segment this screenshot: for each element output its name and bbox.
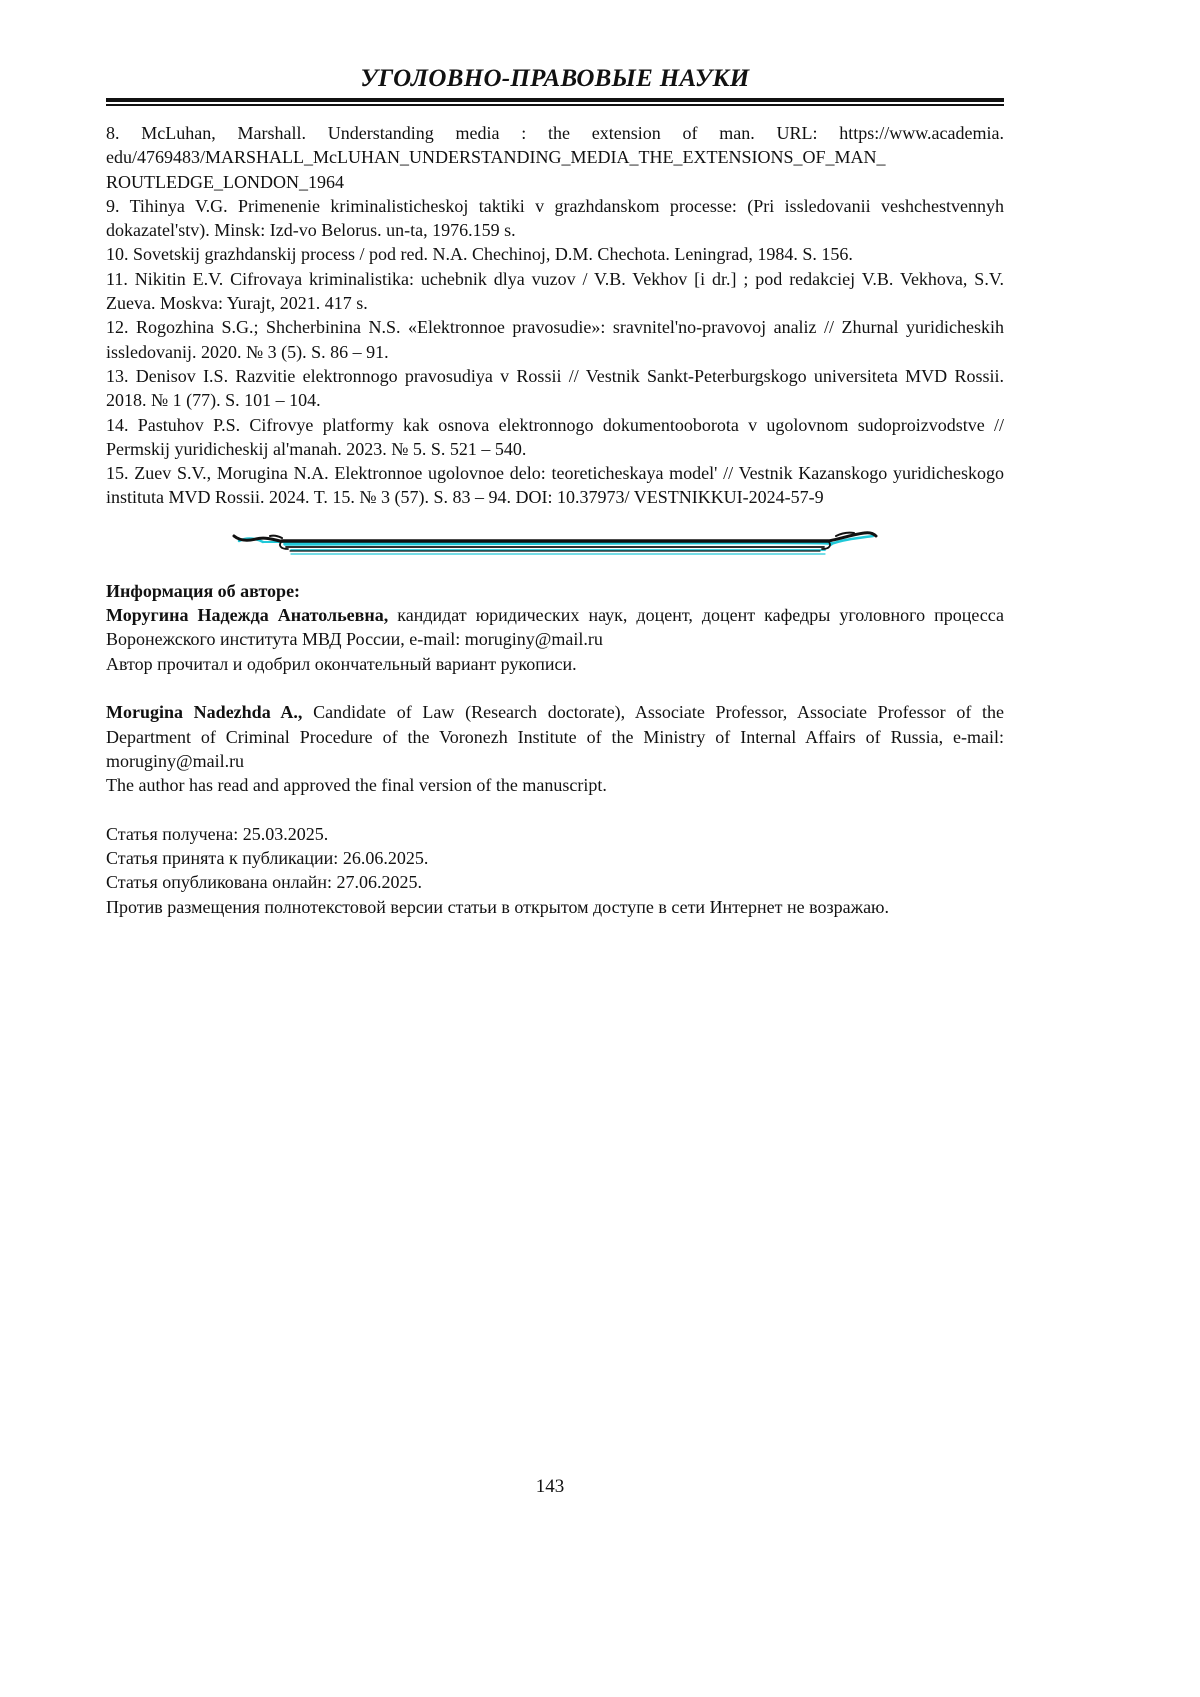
author-info-en	[106, 700, 1004, 773]
date-published: Статья опубликована онлайн: 27.06.2025.	[106, 870, 1004, 894]
document-page	[0, 0, 1100, 1556]
running-header-title: УГОЛОВНО-ПРАВОВЫЕ НАУКИ	[106, 62, 1004, 96]
header-rule-thick	[106, 98, 1004, 102]
header-rule-thin	[106, 104, 1004, 106]
publication-consent: Против размещения полнотекстовой версии статьи в открытом доступе в сети Интернет не возражаю.	[106, 895, 1004, 919]
author-details-ru: кандидат юридических наук, доцент, доцент кафедры уголовного процесса Воронежского института МВД России, e-mail: moruginy@mail.ru	[106, 605, 1004, 649]
date-received: Статья получена: 25.03.2025.	[106, 822, 1004, 846]
reference-item: 11. Nikitin E.V. Cifrovaya kriminalistika: uchebnik dlya vuzov / V.B. Vekhov [i dr.] ; pod redakciej V.B. Vekhova, S.V. Zueva. Moskva: Yurajt, 2021. 417 s.	[106, 267, 1004, 316]
reference-item: 13. Denisov I.S. Razvitie elektronnogo pravosudiya v Rossii // Vestnik Sankt-Peterburgskogo universiteta MVD Rossii. 2018. № 1 (77). S. 101 – 104.	[106, 364, 1004, 413]
author-name-en: Morugina Nadezhda A.,	[106, 702, 302, 722]
page-number: 143	[0, 1474, 1100, 1500]
reference-item: 12. Rogozhina S.G.; Shcherbinina N.S. «Elektronnoe pravosudie»: sravnitel'no-pravovoj analiz // Zhurnal yuridicheskih issledovanij. 2020. № 3 (5). S. 86 – 91.	[106, 315, 1004, 364]
ornamental-divider	[106, 527, 1004, 561]
author-info-ru	[106, 603, 1004, 652]
header-double-rule	[106, 98, 1004, 107]
reference-item: 9. Tihinya V.G. Primenenie kriminalisticheskoj taktiki v grazhdanskom processe: (Pri issledovanii veshchestvennyh dokazatel'stv). Minsk: Izd-vo Belorus. un-ta, 1976.159 s.	[106, 194, 1004, 243]
spacer	[106, 797, 1004, 821]
spacer	[106, 676, 1004, 700]
author-approval-en: The author has read and approved the final version of the manuscript.	[106, 773, 1004, 797]
ornamental-divider-graphic	[230, 527, 880, 561]
author-details-en: Candidate of Law (Research doctorate), Associate Professor, Associate Professor of the Department of Criminal Procedure of the Voronezh Institute of the Ministry of Internal Affairs of Russia, e-mail: moruginy@mail.ru	[106, 702, 1004, 771]
reference-item: 14. Pastuhov P.S. Cifrovye platformy kak osnova elektronnogo dokumentooborota v ugolovnom sudoproizvodstve // Permskij yuridicheskij al'manah. 2023. № 5. S. 521 – 540.	[106, 413, 1004, 462]
reference-list	[106, 121, 1004, 510]
date-accepted: Статья принята к публикации: 26.06.2025.	[106, 846, 1004, 870]
reference-item: 10. Sovetskij grazhdanskij process / pod red. N.A. Chechinoj, D.M. Chechota. Leningrad, 1984. S. 156.	[106, 242, 1004, 266]
reference-item: 8. McLuhan, Marshall. Understanding media : the extension of man. URL: https://www.academia. edu/4769483/MARSHALL_McLUHAN_UNDERSTANDING_MEDIA_THE_EXTENSIONS_OF_MAN_ ROUTLEDGE_LONDON_1964	[106, 121, 1004, 194]
page-content	[106, 121, 1004, 919]
author-name-ru: Моругина Надежда Анатольевна,	[106, 605, 388, 625]
author-approval-ru: Автор прочитал и одобрил окончательный вариант рукописи.	[106, 652, 1004, 676]
reference-item: 15. Zuev S.V., Morugina N.A. Elektronnoe ugolovnoe delo: teoreticheskaya model' // Vestnik Kazanskogo yuridicheskogo instituta MVD Rossii. 2024. T. 15. № 3 (57). S. 83 – 94. DOI: 10.37973/ VESTNIKKUI-2024-57-9	[106, 461, 1004, 510]
author-info-heading: Информация об авторе:	[106, 579, 1004, 603]
